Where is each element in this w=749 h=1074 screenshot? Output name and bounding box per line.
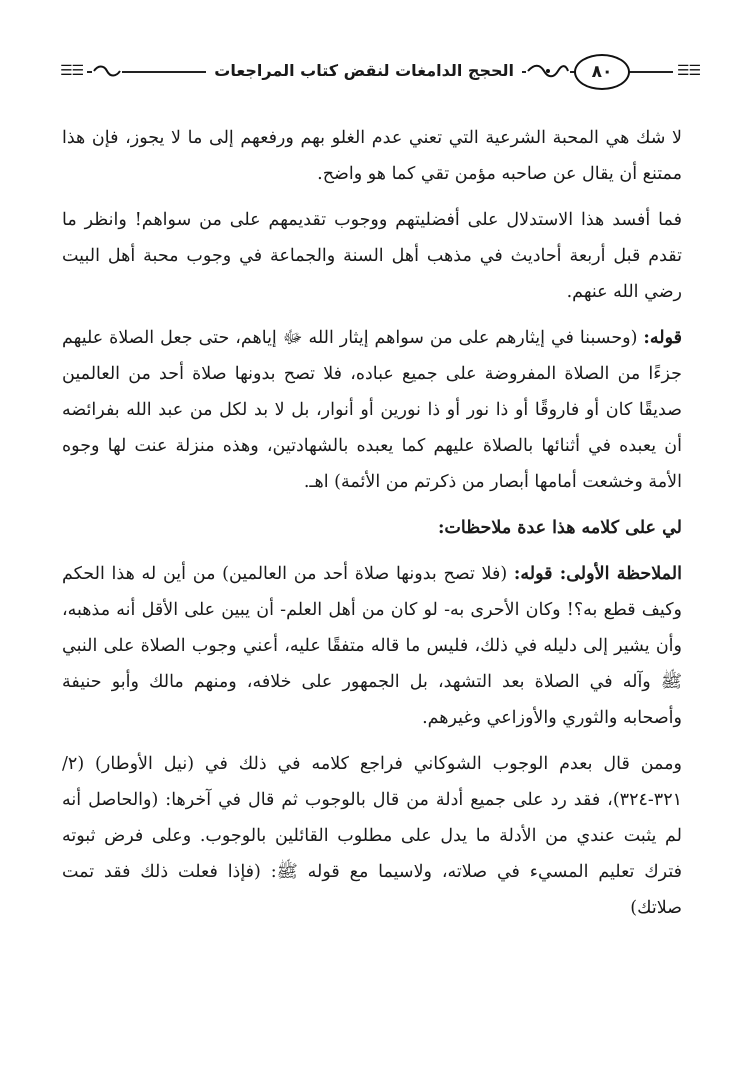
paragraph [62,120,682,192]
paragraph [62,556,682,736]
paragraph [62,746,682,926]
paragraph-lead: الملاحظة الأولى: قوله: [513,564,682,584]
paragraph-lead: لي على كلامه هذا عدة ملاحظات: [437,518,682,538]
page-header [60,52,700,92]
paragraph-text: (فلا تصح بدونها صلاة أحد من العالمين) من أين له هذا الحكم وكيف قطع به؟! وكان الأحرى به- لو كان من أهل العلم- أن يبين على الأقل أنه مذهبه، وأن يشير إلى دليله في ذلك، فليس ما قاله متفقًا عليه، أعني وجوب الصلاة على النبي ﷺ وآله في الصلاة بعد التشهد، بل الجمهور على خلافه، ومنهم مالك وأبو حنيفة وأصحابه والثوري والأوزاعي وغيرهم. [62,564,682,728]
paragraph [62,202,682,310]
paragraph-text: لا شك هي المحبة الشرعية التي تعني عدم الغلو بهم ورفعهم إلى ما لا يجوز، فإن هذا ممتنع أن يقال عن صاحبه مؤمن تقي كما هو واضح. [62,128,682,184]
left-swirl-ornament-icon [92,62,122,80]
paragraph-text: وممن قال بعدم الوجوب الشوكاني فراجع كلامه في ذلك في (نيل الأوطار) (٢/ ٣٢١-٣٢٤)، فقد رد على جميع أدلة من قال بالوجوب ثم قال في آخرها: (والحاصل أنه لم يثبت عندي من الأدلة ما يدل على مطلوب القائلين بالوجوب. وعلى فرض ثبوته فترك تعليم المسيء في صلاته، ولاسيما مع قوله ﷺ: (فإذا فعلت ذلك فقد تمت صلاتك) [62,754,682,918]
body-text [62,120,682,936]
section-heading [62,510,682,546]
swirl-ornament-icon [526,62,570,80]
paragraph [62,320,682,500]
paragraph-lead: قوله: [643,328,682,348]
left-ornament-icon: ☰☰ [60,62,87,80]
running-title: الحجج الدامغات لنقض كتاب المراجعات [206,58,522,84]
paragraph-text: (وحسبنا في إيثارهم على من سواهم إيثار الله ﷻ إياهم، حتى جعل الصلاة عليهم جزءًا من الصلاة المفروضة على جميع عباده، فلا تصح بدونها صلاة أحد من العالمين صديقًا كان أو فاروقًا أو ذا نور أو ذا نورين أو أنوار، بل لا بد لكل من عبد الله بفرائضه أن يعبده في أثنائها بالصلاة عليهم كما يعبده بالشهادتين، وهذه منزلة عنت لها وجوه الأمة وخشعت أمامها أبصار من ذكرتم من الأئمة) اهـ. [62,328,682,492]
page-number: ٨٠ [574,54,630,90]
paragraph-text: فما أفسد هذا الاستدلال على أفضليتهم ووجوب تقديمهم على من سواهم! وانظر ما تقدم قبل أربعة أحاديث في مذهب أهل السنة والجماعة في وجوب محبة أهل البيت رضي الله عنهم. [62,210,682,302]
right-ornament-icon: ☰☰ [673,62,700,80]
